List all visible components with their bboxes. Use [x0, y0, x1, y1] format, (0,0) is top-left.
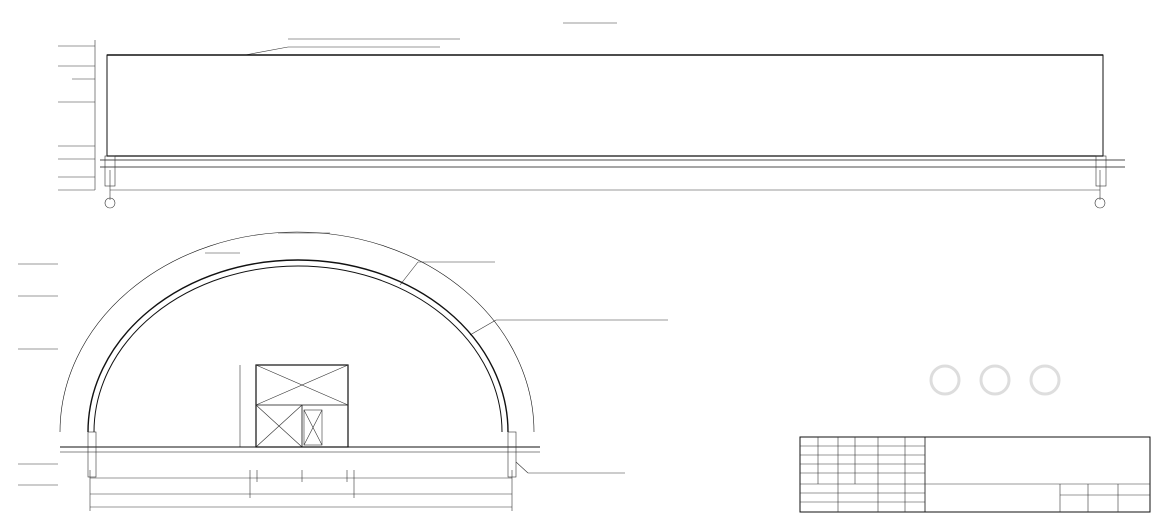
section-2-2 — [58, 23, 1125, 208]
front-dimensions — [90, 470, 512, 511]
section-2-2-levels — [58, 40, 95, 190]
section-1-1 — [18, 232, 668, 511]
gate-vr-1 — [240, 365, 348, 447]
title-block — [800, 437, 1150, 512]
watermark — [931, 366, 1059, 394]
section-1-1-levels — [18, 264, 58, 485]
